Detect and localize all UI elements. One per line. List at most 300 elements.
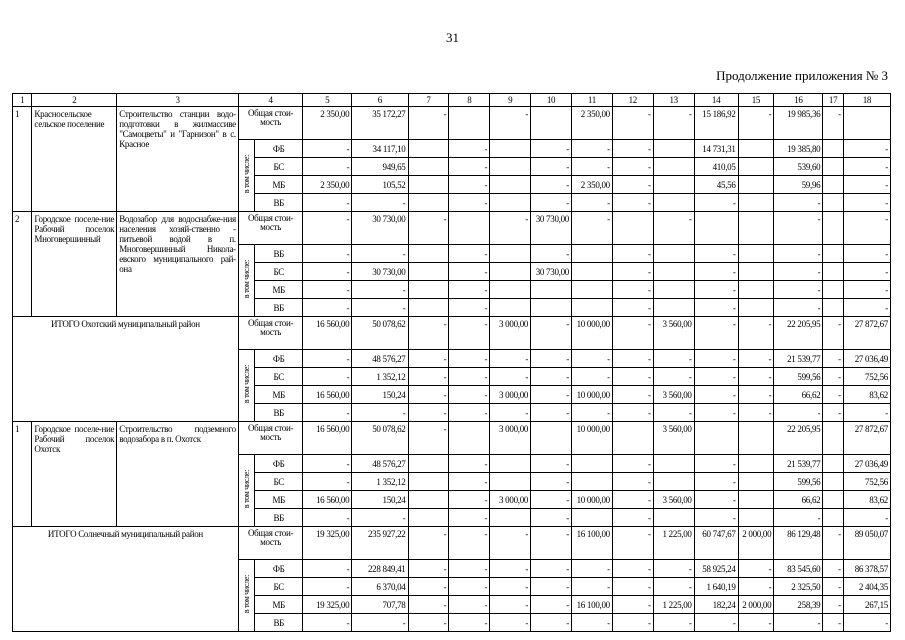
value-cell: 21 539,77 (774, 455, 823, 473)
value-cell (653, 263, 694, 281)
value-cell (653, 281, 694, 299)
district-total-name: ИТОГО Солнечный муниципальный район (13, 527, 239, 632)
header-row (13, 94, 891, 107)
value-cell: 19 385,80 (774, 140, 823, 158)
value-cell: - (572, 140, 613, 158)
value-cell (843, 107, 890, 140)
value-cell: - (823, 527, 843, 560)
value-cell: 16 560,00 (303, 491, 352, 509)
value-cell (490, 299, 531, 317)
settlement-name: Городское поселе-ние Рабочий поселок Охотск (32, 422, 117, 527)
value-cell: - (823, 596, 843, 614)
value-cell: - (612, 107, 653, 140)
value-cell: 258,39 (774, 596, 823, 614)
value-cell: - (774, 263, 823, 281)
value-cell: - (303, 404, 352, 422)
value-cell (612, 212, 653, 245)
value-cell: - (694, 368, 738, 386)
value-cell: - (303, 350, 352, 368)
value-cell: - (408, 614, 449, 632)
value-cell: 60 747,67 (694, 527, 738, 560)
value-cell: - (490, 350, 531, 368)
funding-source-label: ВБ (255, 299, 303, 317)
column-number-cell: 18 (843, 94, 890, 107)
value-cell: - (449, 281, 490, 299)
value-cell: 27 036,49 (843, 350, 890, 368)
value-cell: - (572, 194, 613, 212)
value-cell: 50 078,62 (352, 317, 408, 350)
including-label (238, 245, 254, 317)
value-cell: - (653, 350, 694, 368)
value-cell (572, 281, 613, 299)
value-cell: - (303, 299, 352, 317)
value-cell: - (738, 614, 774, 632)
value-cell: - (612, 368, 653, 386)
value-cell: 16 560,00 (303, 386, 352, 404)
value-cell (823, 491, 843, 509)
value-cell: - (531, 596, 572, 614)
value-cell (490, 263, 531, 281)
column-number-cell: 7 (408, 94, 449, 107)
value-cell (823, 455, 843, 473)
funding-source-label: ВБ (255, 404, 303, 422)
value-cell: - (843, 299, 890, 317)
value-cell: - (490, 527, 531, 560)
value-cell: 50 078,62 (352, 422, 408, 455)
column-number-cell: 2 (32, 94, 117, 107)
value-cell: - (843, 158, 890, 176)
value-cell: - (303, 578, 352, 596)
value-cell: - (612, 560, 653, 578)
value-cell: - (738, 350, 774, 368)
value-cell: - (449, 176, 490, 194)
value-cell: 599,56 (774, 368, 823, 386)
including-label (238, 560, 254, 632)
value-cell: 267,15 (843, 596, 890, 614)
value-cell: - (303, 245, 352, 263)
value-cell (823, 194, 843, 212)
value-cell (738, 422, 774, 455)
value-cell: - (408, 404, 449, 422)
value-cell: 2 350,00 (303, 176, 352, 194)
value-cell: - (352, 194, 408, 212)
value-cell: - (738, 560, 774, 578)
value-cell: - (449, 578, 490, 596)
value-cell (653, 158, 694, 176)
value-cell: 182,24 (694, 596, 738, 614)
value-cell: 105,52 (352, 176, 408, 194)
value-cell: - (449, 263, 490, 281)
value-cell: 27 872,67 (843, 317, 890, 350)
value-cell: - (408, 317, 449, 350)
value-cell: 599,56 (774, 473, 823, 491)
settlement-name: Красносельское сельское поселение (32, 107, 117, 212)
value-cell (408, 158, 449, 176)
funding-source-label: ФБ (255, 455, 303, 473)
value-cell: - (449, 404, 490, 422)
value-cell: - (823, 404, 843, 422)
column-number-cell: 3 (117, 94, 239, 107)
value-cell: - (612, 614, 653, 632)
funding-source-label: ФБ (255, 350, 303, 368)
value-cell: - (738, 404, 774, 422)
value-cell (738, 176, 774, 194)
total-cost-label: Общая стои-мость (238, 422, 302, 455)
value-cell (408, 176, 449, 194)
value-cell: 48 576,27 (352, 350, 408, 368)
value-cell (653, 473, 694, 491)
funding-source-label: ФБ (255, 560, 303, 578)
value-cell: - (694, 473, 738, 491)
value-cell: - (612, 404, 653, 422)
value-cell: 2 350,00 (303, 107, 352, 140)
value-cell: 1 225,00 (653, 527, 694, 560)
value-cell: - (303, 263, 352, 281)
funding-source-label: БС (255, 263, 303, 281)
value-cell (738, 491, 774, 509)
value-cell: - (612, 158, 653, 176)
column-number-cell: 5 (303, 94, 352, 107)
value-cell (823, 422, 843, 455)
funding-source-label: ФБ (255, 140, 303, 158)
column-number-cell: 8 (449, 94, 490, 107)
value-cell: 66,62 (774, 491, 823, 509)
value-cell (408, 455, 449, 473)
value-cell: - (843, 509, 890, 527)
value-cell: - (738, 317, 774, 350)
value-cell: - (303, 140, 352, 158)
value-cell: - (490, 614, 531, 632)
value-cell (408, 473, 449, 491)
value-cell: - (572, 350, 613, 368)
value-cell: - (612, 386, 653, 404)
including-text: в том числе: (242, 470, 252, 509)
value-cell: 19 985,36 (774, 107, 823, 140)
including-text: в том числе: (242, 155, 252, 194)
value-cell: - (449, 158, 490, 176)
value-cell: - (823, 614, 843, 632)
value-cell (408, 194, 449, 212)
value-cell: 2 000,00 (738, 596, 774, 614)
value-cell: - (303, 509, 352, 527)
value-cell (738, 245, 774, 263)
data-table (12, 93, 891, 632)
item-row (13, 107, 891, 140)
value-cell: - (352, 281, 408, 299)
funding-source-label: МБ (255, 281, 303, 299)
value-cell: 10 000,00 (572, 386, 613, 404)
value-cell: 15 186,92 (694, 107, 738, 140)
total-cost-label: Общая стои-мость (238, 107, 302, 140)
value-cell (823, 299, 843, 317)
value-cell: 35 172,27 (352, 107, 408, 140)
value-cell (572, 245, 613, 263)
value-cell: - (449, 368, 490, 386)
value-cell (738, 455, 774, 473)
value-cell: 150,24 (352, 386, 408, 404)
value-cell: - (408, 368, 449, 386)
value-cell: - (612, 350, 653, 368)
total-row (13, 527, 891, 560)
value-cell: 27 872,67 (843, 422, 890, 455)
value-cell: - (490, 368, 531, 386)
value-cell (653, 245, 694, 263)
funding-source-label: МБ (255, 176, 303, 194)
value-cell: - (694, 317, 738, 350)
value-cell: 1 640,19 (694, 578, 738, 596)
value-cell: - (843, 176, 890, 194)
value-cell (738, 140, 774, 158)
value-cell: - (449, 194, 490, 212)
value-cell: 58 925,24 (694, 560, 738, 578)
value-cell (738, 158, 774, 176)
value-cell: - (531, 176, 572, 194)
value-cell: - (653, 614, 694, 632)
value-cell (823, 212, 843, 245)
value-cell: 235 927,22 (352, 527, 408, 560)
value-cell: 14 731,31 (694, 140, 738, 158)
value-cell: - (823, 317, 843, 350)
value-cell: 3 000,00 (490, 386, 531, 404)
value-cell (823, 473, 843, 491)
funding-source-label: МБ (255, 386, 303, 404)
value-cell (531, 281, 572, 299)
object-name: Строительство станции водо-подготовки в жилмассиве "Самоцветы" и "Гарнизон" в с. Красное (117, 107, 239, 212)
total-cost-label: Общая стои-мость (238, 212, 302, 245)
value-cell: - (843, 614, 890, 632)
value-cell (490, 281, 531, 299)
value-cell (408, 491, 449, 509)
value-cell: - (823, 560, 843, 578)
value-cell: - (694, 386, 738, 404)
value-cell: - (303, 455, 352, 473)
value-cell (449, 422, 490, 455)
value-cell: - (823, 578, 843, 596)
value-cell: 16 560,00 (303, 317, 352, 350)
value-cell: 30 730,00 (352, 212, 408, 245)
value-cell (572, 299, 613, 317)
value-cell: - (694, 509, 738, 527)
district-total-name: ИТОГО Охотский муниципальный район (13, 317, 239, 422)
value-cell (823, 176, 843, 194)
value-cell (408, 245, 449, 263)
value-cell: - (352, 614, 408, 632)
total-cost-label: Общая стои-мость (238, 317, 302, 350)
value-cell: - (612, 140, 653, 158)
value-cell: - (774, 299, 823, 317)
value-cell: - (303, 614, 352, 632)
value-cell: - (408, 560, 449, 578)
value-cell: 10 000,00 (572, 491, 613, 509)
value-cell: - (612, 473, 653, 491)
page-number: 31 (446, 30, 459, 45)
column-number-cell: 13 (653, 94, 694, 107)
value-cell: 22 205,95 (774, 422, 823, 455)
value-cell: - (694, 614, 738, 632)
value-cell: 752,56 (843, 473, 890, 491)
value-cell (572, 509, 613, 527)
value-cell: - (843, 140, 890, 158)
value-cell: - (694, 281, 738, 299)
item-number: 2 (13, 212, 32, 317)
value-cell: - (612, 317, 653, 350)
value-cell: - (843, 194, 890, 212)
total-row (13, 317, 891, 350)
funding-source-label: МБ (255, 596, 303, 614)
column-number-cell: 9 (490, 94, 531, 107)
value-cell: 66,62 (774, 386, 823, 404)
value-cell: - (774, 245, 823, 263)
value-cell (738, 194, 774, 212)
value-cell: 83,62 (843, 491, 890, 509)
value-cell: - (531, 350, 572, 368)
value-cell: - (449, 509, 490, 527)
value-cell: - (531, 245, 572, 263)
value-cell: - (612, 596, 653, 614)
value-cell: - (612, 245, 653, 263)
value-cell: 1 352,12 (352, 473, 408, 491)
value-cell: - (449, 455, 490, 473)
value-cell: 150,24 (352, 491, 408, 509)
value-cell (653, 509, 694, 527)
value-cell (612, 422, 653, 455)
value-cell: 2 350,00 (572, 176, 613, 194)
value-cell (572, 473, 613, 491)
value-cell: - (303, 473, 352, 491)
value-cell: - (408, 527, 449, 560)
value-cell: - (303, 281, 352, 299)
value-cell (823, 281, 843, 299)
value-cell (531, 299, 572, 317)
value-cell: - (449, 560, 490, 578)
value-cell: 2 404,35 (843, 578, 890, 596)
value-cell (408, 299, 449, 317)
column-number-cell: 16 (774, 94, 823, 107)
value-cell: 752,56 (843, 368, 890, 386)
value-cell (738, 281, 774, 299)
value-cell (823, 140, 843, 158)
value-cell (408, 509, 449, 527)
value-cell: - (653, 107, 694, 140)
value-cell: - (823, 107, 843, 140)
funding-source-label: БС (255, 473, 303, 491)
funding-source-label: БС (255, 578, 303, 596)
value-cell (572, 455, 613, 473)
value-cell: - (449, 299, 490, 317)
value-cell: 10 000,00 (572, 422, 613, 455)
value-cell: - (449, 317, 490, 350)
value-cell: 86 378,57 (843, 560, 890, 578)
value-cell: - (612, 509, 653, 527)
value-cell: 3 560,00 (653, 317, 694, 350)
value-cell: - (531, 386, 572, 404)
value-cell (694, 212, 738, 245)
value-cell: - (774, 509, 823, 527)
value-cell: - (449, 350, 490, 368)
value-cell: - (408, 596, 449, 614)
value-cell: - (449, 491, 490, 509)
value-cell: - (572, 578, 613, 596)
value-cell: - (653, 368, 694, 386)
value-cell: - (653, 212, 694, 245)
value-cell: 83 545,60 (774, 560, 823, 578)
value-cell: 3 560,00 (653, 422, 694, 455)
value-cell: - (490, 404, 531, 422)
value-cell: - (531, 140, 572, 158)
value-cell: 10 000,00 (572, 317, 613, 350)
including-text: в том числе: (242, 365, 252, 404)
value-cell (490, 473, 531, 491)
value-cell: - (843, 263, 890, 281)
value-cell (572, 263, 613, 281)
value-cell: - (531, 527, 572, 560)
value-cell: - (352, 509, 408, 527)
value-cell: 27 036,49 (843, 455, 890, 473)
value-cell: - (531, 578, 572, 596)
item-number: 1 (13, 422, 32, 527)
value-cell: 1 225,00 (653, 596, 694, 614)
value-cell (694, 422, 738, 455)
value-cell: - (612, 578, 653, 596)
value-cell: 3 560,00 (653, 386, 694, 404)
including-label (238, 140, 254, 212)
value-cell: - (694, 194, 738, 212)
including-text: в том числе: (242, 575, 252, 614)
value-cell (653, 176, 694, 194)
value-cell: 30 730,00 (352, 263, 408, 281)
object-name: Строительство подземного водозабора в п. Охотск (117, 422, 239, 527)
value-cell: - (653, 404, 694, 422)
value-cell: 410,05 (694, 158, 738, 176)
value-cell: - (531, 368, 572, 386)
value-cell: - (449, 386, 490, 404)
value-cell: 16 100,00 (572, 527, 613, 560)
value-cell: - (612, 491, 653, 509)
value-cell: 83,62 (843, 386, 890, 404)
value-cell: 22 205,95 (774, 317, 823, 350)
value-cell (490, 509, 531, 527)
value-cell: - (531, 158, 572, 176)
item-row (13, 212, 891, 245)
value-cell (653, 194, 694, 212)
value-cell: - (612, 455, 653, 473)
value-cell: - (738, 578, 774, 596)
value-cell: - (531, 317, 572, 350)
value-cell: 30 730,00 (531, 212, 572, 245)
value-cell: 21 539,77 (774, 350, 823, 368)
value-cell (823, 509, 843, 527)
value-cell: - (531, 509, 572, 527)
value-cell: - (531, 194, 572, 212)
value-cell: - (612, 299, 653, 317)
value-cell (823, 158, 843, 176)
value-cell (449, 212, 490, 245)
value-cell: - (572, 212, 613, 245)
value-cell: - (612, 194, 653, 212)
column-number-cell: 10 (531, 94, 572, 107)
including-label (238, 350, 254, 422)
value-cell: - (694, 404, 738, 422)
total-cost-label: Общая стои-мость (238, 527, 302, 560)
value-cell: - (774, 281, 823, 299)
value-cell (531, 107, 572, 140)
column-number-cell: 14 (694, 94, 738, 107)
value-cell: - (694, 245, 738, 263)
value-cell: - (303, 560, 352, 578)
value-cell: - (490, 212, 531, 245)
value-cell: - (352, 299, 408, 317)
value-cell: - (823, 368, 843, 386)
